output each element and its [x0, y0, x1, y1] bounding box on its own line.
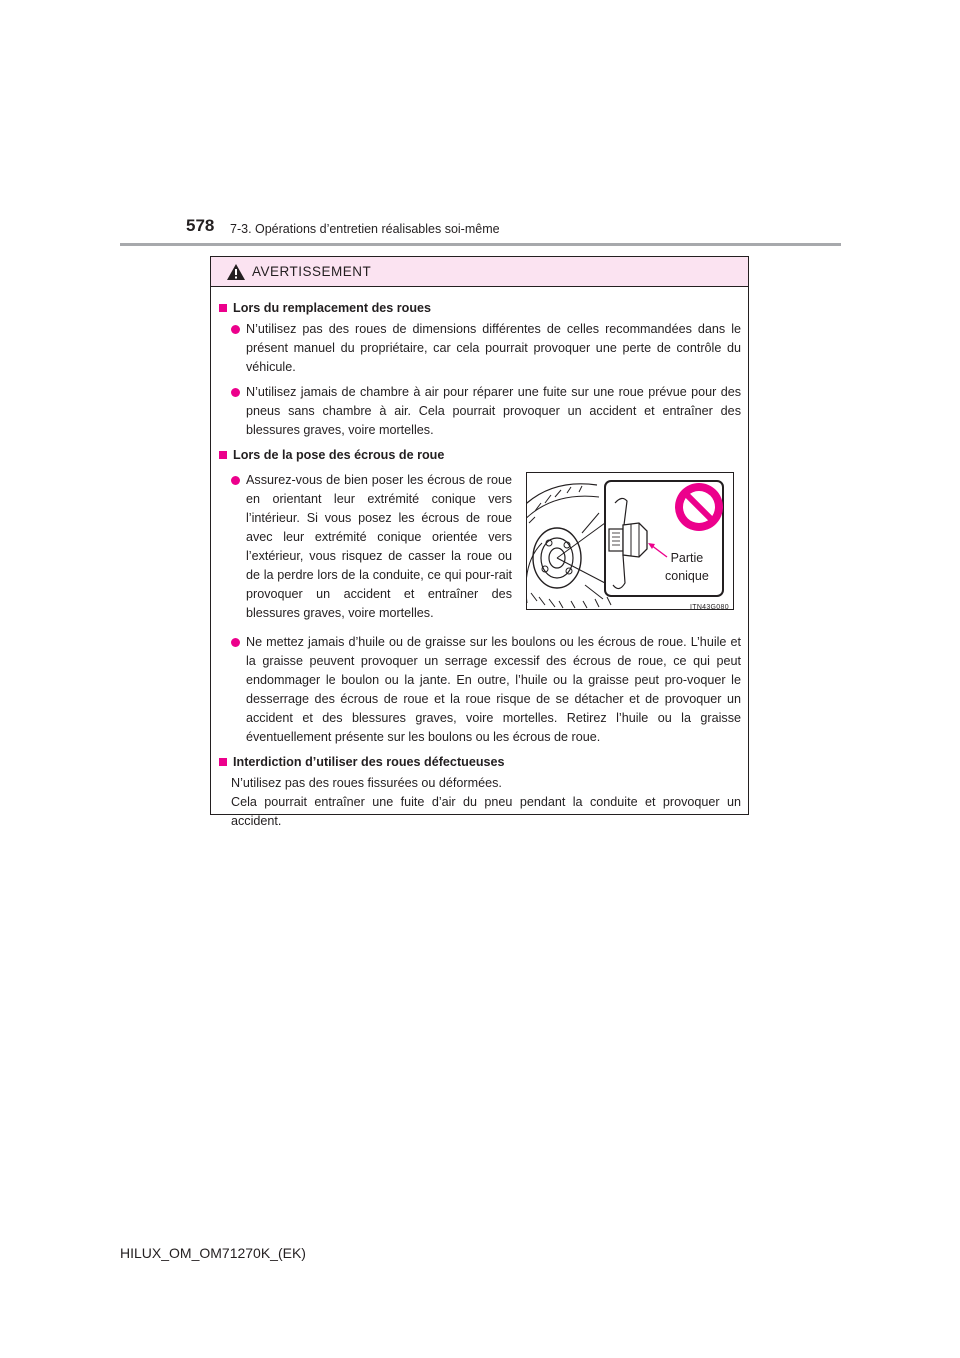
- bullet-text: Assurez-vous de bien poser les écrous de roue en orientant leur extrémité conique vers l’intérieur. Si vous posez les écrous de roue avec leur extrémité conique orientée vers l’extérieur, vous risquez de casser la roue ou de la perdre lors de la conduite, ce qui pour-rait provoquer un accident et entraîner des blessures graves, voire mortelles.: [246, 473, 512, 620]
- paragraph: Cela pourrait entraîner une fuite d’air du pneu pendant la conduite et provoquer un accident.: [231, 795, 741, 828]
- footer-doc-code: HILUX_OM_OM71270K_(EK): [120, 1245, 306, 1261]
- section-heading: [218, 299, 741, 318]
- paragraph: N’utilisez pas des roues fissurées ou déformées.: [231, 776, 502, 790]
- section-title: 7-3. Opérations d’entretien réalisables soi-même: [230, 222, 500, 236]
- warning-triangle-icon: [226, 263, 246, 281]
- list-item: [231, 471, 512, 623]
- list-item: [231, 320, 741, 377]
- figure-code: ITN43G080: [690, 604, 729, 610]
- wheel-nut-illustration: [527, 473, 734, 610]
- square-bullet: [219, 304, 227, 312]
- dot-bullet: [231, 388, 240, 397]
- section-heading: [218, 446, 741, 465]
- heading-text: Lors de la pose des écrous de roue: [233, 448, 445, 462]
- warning-header: [211, 257, 748, 287]
- square-bullet: [219, 758, 227, 766]
- heading-text: Interdiction d’utiliser des roues défectueuses: [233, 755, 505, 769]
- bullet-with-figure: [231, 471, 741, 629]
- heading-text: Lors du remplacement des roues: [233, 301, 432, 315]
- dot-bullet: [231, 638, 240, 647]
- warning-body: [211, 287, 748, 831]
- list-item: [231, 383, 741, 440]
- dot-bullet: [231, 325, 240, 334]
- section-heading: [218, 753, 741, 772]
- dot-bullet: [231, 476, 240, 485]
- square-bullet: [219, 451, 227, 459]
- header-rule: [120, 243, 841, 246]
- bullet-text: N’utilisez pas des roues de dimensions différentes de celles recommandées dans le présent manuel du propriétaire, car cela pourrait provoquer une perte de contrôle du véhicule.: [246, 322, 741, 374]
- list-item: [231, 633, 741, 747]
- bullet-text: Ne mettez jamais d’huile ou de graisse sur les boulons ou les écrous de roue. L’huile et la graisse peuvent provoquer un serrage excessif des écrous de roue, ce qui peut endommager le boulon ou la jante. En outre, l’huile ou la graisse peut pro-voquer le desserrage des écrous de roue et la roue risque de se détacher et de provoquer un accident et des blessures graves, voire mortelles. Retirez l’huile ou la graisse éventuellement présente sur les boulons ou les écrous de roue.: [246, 635, 741, 744]
- figure-label: [665, 549, 709, 585]
- warning-box: [210, 256, 749, 828]
- warning-title: AVERTISSEMENT: [252, 264, 372, 279]
- figure-label-line1: Partie: [670, 551, 704, 565]
- bullet-text: N’utilisez jamais de chambre à air pour réparer une fuite sur une roue prévue pour des pneus sans chambre à air. Cela pourrait provoquer un accident et entraîner des blessures graves, voire mortelles.: [246, 385, 741, 437]
- prohibition-icon: [675, 483, 723, 531]
- wheel-nut-figure: [526, 472, 734, 610]
- page-number: 578: [186, 216, 215, 235]
- figure-label-line2: conique: [665, 569, 709, 583]
